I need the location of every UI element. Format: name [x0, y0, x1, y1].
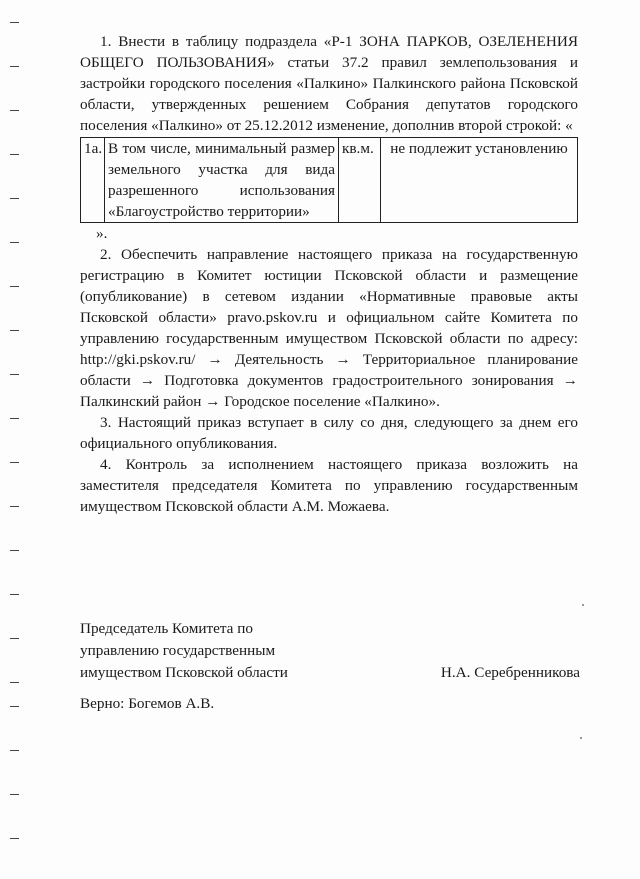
margin-tick — [10, 22, 19, 23]
margin-tick — [10, 110, 19, 111]
amendment-table — [80, 137, 578, 223]
table-closing-quote: ». — [96, 225, 108, 242]
margin-tick — [10, 198, 19, 199]
margin-tick — [10, 838, 19, 839]
paragraph-4: 4. Контроль за исполнением настоящего приказа возложить на заместителя председателя Комитета по управлению государственным имуществом Псковской области А.М. Можаева. — [80, 456, 578, 515]
verification-note: Верно: Богемов А.В. — [80, 695, 215, 712]
margin-tick — [10, 594, 19, 595]
margin-tick — [10, 418, 19, 419]
row-description: В том числе, минимальный размер земельного участка для вида разрешенного использования «Благоустройство территории» — [108, 140, 335, 220]
margin-tick — [10, 706, 19, 707]
margin-tick — [10, 66, 19, 67]
margin-tick — [10, 506, 19, 507]
signatory-title-line-3: имуществом Псковской области — [80, 664, 288, 681]
margin-tick — [10, 682, 19, 683]
margin-tick — [10, 242, 19, 243]
margin-tick — [10, 550, 19, 551]
binding-margin-marks — [10, 0, 22, 879]
margin-tick — [10, 794, 19, 795]
signatory-title-line-1: Председатель Комитета по — [80, 620, 253, 637]
margin-tick — [10, 154, 19, 155]
margin-tick — [10, 286, 19, 287]
document-body — [80, 31, 578, 517]
paragraph-1: 1. Внести в таблицу подраздела «Р-1 ЗОНА ПАРКОВ, ОЗЕЛЕНЕНИЯ ОБЩЕГО ПОЛЬЗОВАНИЯ» статьи 37.2 правил землепользования и застройки городского поселения «Палкино» Палкинского района Псковской области, утвержденных решением Собрания депутатов городского поселения «Палкино» от 25.12.2012 изменение, дополнив второй строкой: « — [80, 33, 578, 134]
table-row — [81, 138, 578, 223]
signature-block — [80, 618, 580, 684]
margin-tick — [10, 374, 19, 375]
scan-speck — [582, 604, 584, 606]
margin-tick — [10, 750, 19, 751]
signatory-name: Н.А. Серебренникова — [440, 664, 580, 681]
margin-tick — [10, 462, 19, 463]
paragraph-2: 2. Обеспечить направление настоящего приказа на государственную регистрацию в Комитет юстиции Псковской области и размещение (опубликование) в сетевом издании «Нормативные правовые акты Псковской области» pravo.pskov.ru и официальном сайте Комитета по управлению государственным имуществом Псковской области по адресу: http://gki.pskov.ru/ → Деятельность → Территориальное планирование области → Подготовка документов градостроительного зонирования → Палкинский район → Городское поселение «Палкино». — [80, 246, 578, 410]
paragraph-3: 3. Настоящий приказ вступает в силу со дня, следующего за днем его официального опубликования. — [80, 414, 578, 452]
row-number-cell: 1а. — [81, 138, 105, 223]
signatory-title-line-2: управлению государственным — [80, 642, 276, 659]
margin-tick — [10, 638, 19, 639]
row-description-cell — [105, 138, 339, 223]
margin-tick — [10, 330, 19, 331]
scan-speck — [580, 737, 582, 739]
row-value-cell: не подлежит установлению — [381, 138, 578, 223]
row-unit-cell: кв.м. — [339, 138, 381, 223]
